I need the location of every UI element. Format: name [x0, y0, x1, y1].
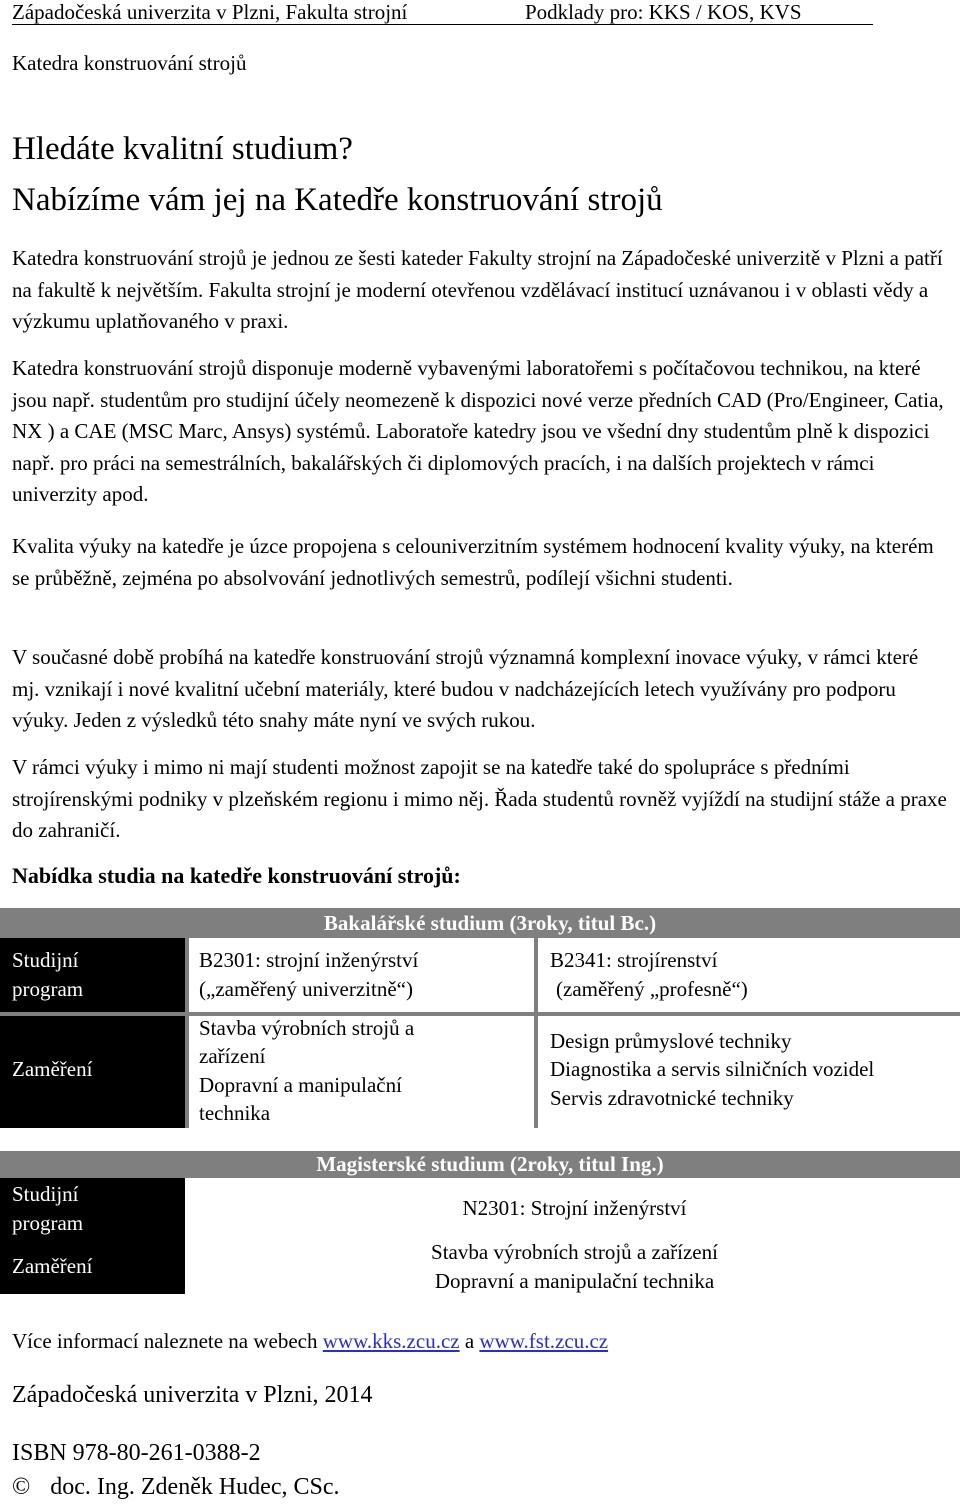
bachelor-row-focus-label: Zaměření — [12, 1057, 93, 1081]
focus-b2341-line: Diagnostika a servis silničních vozidel — [550, 1057, 875, 1081]
focus-b2341-line: Servis zdravotnické techniky — [550, 1086, 794, 1110]
program-b2301-type: („zaměřený univerzitně“) — [199, 977, 413, 1001]
headline-offer: Nabízíme vám jej na Katedře konstruování strojů — [12, 182, 663, 218]
more-info-and: a — [464, 1329, 475, 1353]
focus-b2301-line: Stavba výrobních strojů a — [199, 1016, 415, 1040]
master-focus-line: Stavba výrobních strojů a zařízení — [431, 1240, 718, 1264]
link-kks[interactable]: www.kks.zcu.cz — [322, 1329, 460, 1353]
focus-b2341 — [538, 1016, 960, 1128]
header-right: Podklady pro: KKS / KOS, KVS — [525, 0, 802, 24]
focus-b2301 — [189, 1016, 534, 1128]
link-fst[interactable]: www.fst.zcu.cz — [479, 1329, 609, 1353]
paragraph-intro: Katedra konstruování strojů je jednou ze šesti kateder Fakulty strojní na Západočeské univerzitě v Plzni a patří na fakultě k největším. Fakulta strojní je moderní otevřenou vzdělávací institucí uznávanou i v oblasti vědy a výzkumu uplatňovaného v praxi. — [12, 246, 943, 333]
program-b2341-type: (zaměřený „profesně“) — [556, 977, 748, 1001]
program-b2301-name: B2301: strojní inženýrství — [199, 948, 419, 972]
master-program: N2301: Strojní inženýrství — [462, 1196, 687, 1220]
headline-question: Hledáte kvalitní studium? — [12, 131, 353, 167]
bachelor-row-program — [0, 938, 185, 1012]
bachelor-title: Bakalářské studium (3roky, titul Bc.) — [323, 911, 657, 935]
master-row-focus-label: Zaměření — [12, 1254, 93, 1278]
paragraph-labs: Katedra konstruování strojů disponuje moderně vybavenými laboratořemi s počítačovou technikou, na které jsou např. studentům pro studijní účely neomezeně k dispozici nové verze předních CAD (Pro/Engineer, Catia, NX ) a CAE (MSC Marc, Ansys) systémů. Laboratoře katedry jsou ve všední dny studentům plně k dispozici např. pro práci na semestrálních, bakalářských či diplomových pracích, i na dalších projektech v rámci univerzity apod. — [12, 356, 944, 506]
header-left: Západočeská univerzita v Plzni, Fakulta strojní — [12, 0, 408, 24]
focus-b2301-line: Dopravní a manipulační — [199, 1073, 402, 1097]
footer-university: Západočeská univerzita v Plzni, 2014 — [12, 1382, 373, 1408]
program-b2341-name: B2341: strojírenství — [550, 948, 718, 972]
header-divider — [12, 24, 873, 25]
focus-b2341-line: Design průmyslové techniky — [550, 1029, 792, 1053]
footer-author: doc. Ing. Zdeněk Hudec, CSc. — [50, 1474, 340, 1500]
program-b2301 — [189, 938, 534, 1012]
department-name: Katedra konstruování strojů — [12, 51, 247, 75]
paragraph-quality: Kvalita výuky na katedře je úzce propojena s celouniverzitním systémem hodnocení kvality výuky, na kterém se průběžně, zejména po absolvování jednotlivých semestrů, podílejí všichni studenti. — [12, 534, 934, 590]
paragraph-innovation: V současné době probíhá na katedře konstruování strojů významná komplexní inovace výuky, v rámci které mj. vznikají i nové kvalitní učební materiály, které budou v nadcházejících letech využívány pro podporu výuky. Jeden z výsledků této snahy máte nyní ve svých rukou. — [12, 645, 919, 732]
master-title: Magisterské studium (2roky, titul Ing.) — [316, 1152, 664, 1176]
bachelor-row-program-label: Studijní program — [12, 948, 84, 1001]
more-info — [12, 1329, 608, 1354]
paragraph-cooperation: V rámci výuky i mimo ni mají studenti možnost zapojit se na katedře také do spolupráce s předními strojírenskými podniky v plzeňském regionu i mimo něj. Řada studentů rovněž vyjíždí na studijní stáže a praxe do zahraničí. — [12, 755, 947, 842]
program-b2341 — [538, 938, 960, 1012]
master-row-program-label: Studijní program — [12, 1182, 84, 1235]
focus-b2301-line: zařízení — [199, 1044, 266, 1068]
more-info-text: Více informací naleznete na webech — [12, 1329, 318, 1353]
focus-b2301-line: technika — [199, 1101, 271, 1125]
master-content — [189, 1178, 960, 1294]
offer-title: Nabídka studia na katedře konstruování strojů: — [12, 863, 461, 888]
copyright-icon: © — [12, 1474, 31, 1500]
master-row-labels — [0, 1178, 185, 1294]
footer-isbn: ISBN 978-80-261-0388-2 — [12, 1440, 261, 1466]
bachelor-row-focus — [0, 1016, 185, 1128]
footer-author-line — [12, 1474, 340, 1501]
master-focus-line: Dopravní a manipulační technika — [434, 1269, 715, 1293]
